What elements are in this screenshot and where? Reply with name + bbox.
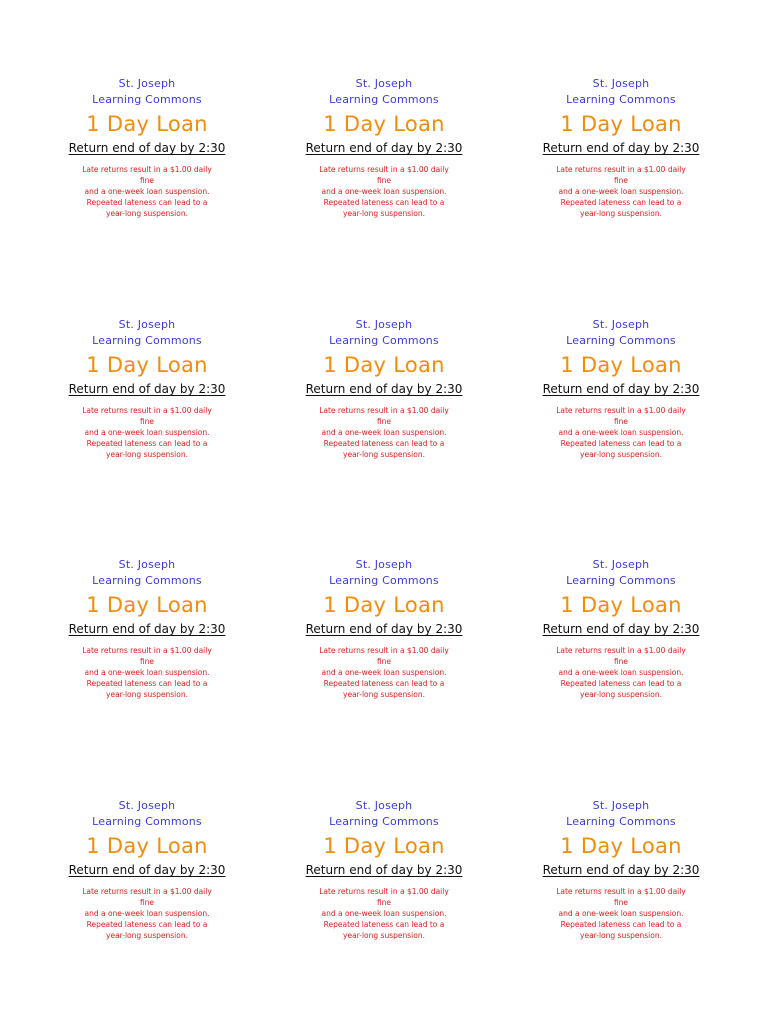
note-line-4: year-long suspension.	[343, 690, 425, 699]
loan-title: 1 Day Loan	[560, 834, 682, 858]
school-line-1: St. Joseph	[355, 77, 413, 90]
loan-label	[47, 76, 247, 219]
note-line-4: year-long suspension.	[106, 450, 188, 459]
return-deadline: Return end of day by 2:30	[68, 863, 226, 877]
note-line-2: and a one-week loan suspension.	[321, 187, 447, 196]
school-line-2: Learning Commons	[566, 815, 676, 828]
loan-title: 1 Day Loan	[560, 353, 682, 377]
note-line-2: and a one-week loan suspension.	[84, 428, 210, 437]
return-deadline: Return end of day by 2:30	[542, 141, 700, 155]
school-line-2: Learning Commons	[329, 574, 439, 587]
note-line-4: year-long suspension.	[106, 209, 188, 218]
note-line-4: year-long suspension.	[580, 931, 662, 940]
return-deadline: Return end of day by 2:30	[542, 382, 700, 396]
school-line-2: Learning Commons	[566, 334, 676, 347]
note-line-3: Repeated lateness can lead to a	[560, 198, 682, 207]
school-line-2: Learning Commons	[92, 334, 202, 347]
loan-title: 1 Day Loan	[323, 834, 445, 858]
loan-title: 1 Day Loan	[323, 112, 445, 136]
note-line-3: Repeated lateness can lead to a	[323, 198, 445, 207]
note-line-4: year-long suspension.	[580, 690, 662, 699]
school-line-2: Learning Commons	[566, 93, 676, 106]
school-name	[521, 317, 721, 349]
school-name	[284, 76, 484, 108]
late-policy-note	[284, 886, 484, 941]
school-line-1: St. Joseph	[355, 799, 413, 812]
return-deadline: Return end of day by 2:30	[305, 382, 463, 396]
school-line-2: Learning Commons	[566, 574, 676, 587]
loan-title: 1 Day Loan	[560, 112, 682, 136]
loan-title: 1 Day Loan	[323, 353, 445, 377]
school-line-1: St. Joseph	[592, 799, 650, 812]
note-line-1: Late returns result in a $1.00 daily fine	[556, 887, 686, 907]
return-deadline: Return end of day by 2:30	[305, 863, 463, 877]
school-line-1: St. Joseph	[592, 558, 650, 571]
school-line-1: St. Joseph	[355, 318, 413, 331]
school-line-1: St. Joseph	[118, 77, 176, 90]
late-policy-note	[47, 645, 247, 700]
school-line-2: Learning Commons	[329, 93, 439, 106]
note-line-3: Repeated lateness can lead to a	[323, 920, 445, 929]
school-name	[284, 798, 484, 830]
school-name	[284, 557, 484, 589]
note-line-3: Repeated lateness can lead to a	[323, 439, 445, 448]
note-line-3: Repeated lateness can lead to a	[323, 679, 445, 688]
note-line-2: and a one-week loan suspension.	[558, 428, 684, 437]
loan-label	[47, 317, 247, 460]
note-line-4: year-long suspension.	[343, 209, 425, 218]
note-line-2: and a one-week loan suspension.	[321, 428, 447, 437]
return-deadline: Return end of day by 2:30	[68, 141, 226, 155]
school-name	[47, 317, 247, 349]
note-line-2: and a one-week loan suspension.	[321, 909, 447, 918]
school-line-1: St. Joseph	[118, 318, 176, 331]
note-line-2: and a one-week loan suspension.	[84, 187, 210, 196]
note-line-4: year-long suspension.	[580, 209, 662, 218]
school-line-1: St. Joseph	[118, 799, 176, 812]
late-policy-note	[47, 886, 247, 941]
return-deadline: Return end of day by 2:30	[542, 622, 700, 636]
loan-label	[521, 317, 721, 460]
late-policy-note	[47, 405, 247, 460]
loan-label	[47, 557, 247, 700]
note-line-2: and a one-week loan suspension.	[558, 668, 684, 677]
note-line-4: year-long suspension.	[106, 931, 188, 940]
school-name	[521, 557, 721, 589]
note-line-1: Late returns result in a $1.00 daily fine	[82, 406, 212, 426]
school-line-1: St. Joseph	[118, 558, 176, 571]
note-line-3: Repeated lateness can lead to a	[86, 198, 208, 207]
loan-label	[521, 557, 721, 700]
school-name	[47, 798, 247, 830]
school-line-1: St. Joseph	[592, 77, 650, 90]
late-policy-note	[47, 164, 247, 219]
note-line-2: and a one-week loan suspension.	[558, 909, 684, 918]
loan-label	[521, 76, 721, 219]
note-line-1: Late returns result in a $1.00 daily fine	[82, 646, 212, 666]
note-line-1: Late returns result in a $1.00 daily fine	[556, 406, 686, 426]
loan-title: 1 Day Loan	[323, 593, 445, 617]
late-policy-note	[521, 886, 721, 941]
loan-title: 1 Day Loan	[86, 353, 208, 377]
note-line-1: Late returns result in a $1.00 daily fine	[319, 887, 449, 907]
late-policy-note	[521, 405, 721, 460]
late-policy-note	[284, 405, 484, 460]
note-line-1: Late returns result in a $1.00 daily fine	[82, 165, 212, 185]
late-policy-note	[284, 645, 484, 700]
note-line-3: Repeated lateness can lead to a	[86, 439, 208, 448]
late-policy-note	[284, 164, 484, 219]
school-name	[47, 76, 247, 108]
school-line-2: Learning Commons	[329, 334, 439, 347]
school-line-1: St. Joseph	[592, 318, 650, 331]
school-line-2: Learning Commons	[92, 815, 202, 828]
note-line-1: Late returns result in a $1.00 daily fine	[319, 646, 449, 666]
return-deadline: Return end of day by 2:30	[305, 622, 463, 636]
note-line-2: and a one-week loan suspension.	[558, 187, 684, 196]
return-deadline: Return end of day by 2:30	[542, 863, 700, 877]
return-deadline: Return end of day by 2:30	[68, 622, 226, 636]
note-line-4: year-long suspension.	[343, 931, 425, 940]
note-line-2: and a one-week loan suspension.	[321, 668, 447, 677]
note-line-1: Late returns result in a $1.00 daily fine	[319, 406, 449, 426]
school-line-1: St. Joseph	[355, 558, 413, 571]
loan-label	[284, 557, 484, 700]
note-line-1: Late returns result in a $1.00 daily fine	[82, 887, 212, 907]
note-line-1: Late returns result in a $1.00 daily fine	[556, 646, 686, 666]
school-name	[521, 76, 721, 108]
note-line-3: Repeated lateness can lead to a	[86, 920, 208, 929]
loan-label	[47, 798, 247, 941]
loan-title: 1 Day Loan	[560, 593, 682, 617]
late-policy-note	[521, 164, 721, 219]
late-policy-note	[521, 645, 721, 700]
note-line-3: Repeated lateness can lead to a	[86, 679, 208, 688]
return-deadline: Return end of day by 2:30	[68, 382, 226, 396]
loan-label	[284, 76, 484, 219]
loan-title: 1 Day Loan	[86, 112, 208, 136]
loan-title: 1 Day Loan	[86, 834, 208, 858]
note-line-4: year-long suspension.	[106, 690, 188, 699]
school-line-2: Learning Commons	[329, 815, 439, 828]
loan-label	[284, 798, 484, 941]
note-line-1: Late returns result in a $1.00 daily fine	[556, 165, 686, 185]
school-name	[521, 798, 721, 830]
school-line-2: Learning Commons	[92, 93, 202, 106]
note-line-3: Repeated lateness can lead to a	[560, 439, 682, 448]
note-line-2: and a one-week loan suspension.	[84, 668, 210, 677]
loan-label	[521, 798, 721, 941]
note-line-3: Repeated lateness can lead to a	[560, 920, 682, 929]
school-name	[284, 317, 484, 349]
note-line-4: year-long suspension.	[580, 450, 662, 459]
school-line-2: Learning Commons	[92, 574, 202, 587]
school-name	[47, 557, 247, 589]
loan-title: 1 Day Loan	[86, 593, 208, 617]
loan-label	[284, 317, 484, 460]
note-line-2: and a one-week loan suspension.	[84, 909, 210, 918]
return-deadline: Return end of day by 2:30	[305, 141, 463, 155]
note-line-1: Late returns result in a $1.00 daily fine	[319, 165, 449, 185]
note-line-3: Repeated lateness can lead to a	[560, 679, 682, 688]
note-line-4: year-long suspension.	[343, 450, 425, 459]
